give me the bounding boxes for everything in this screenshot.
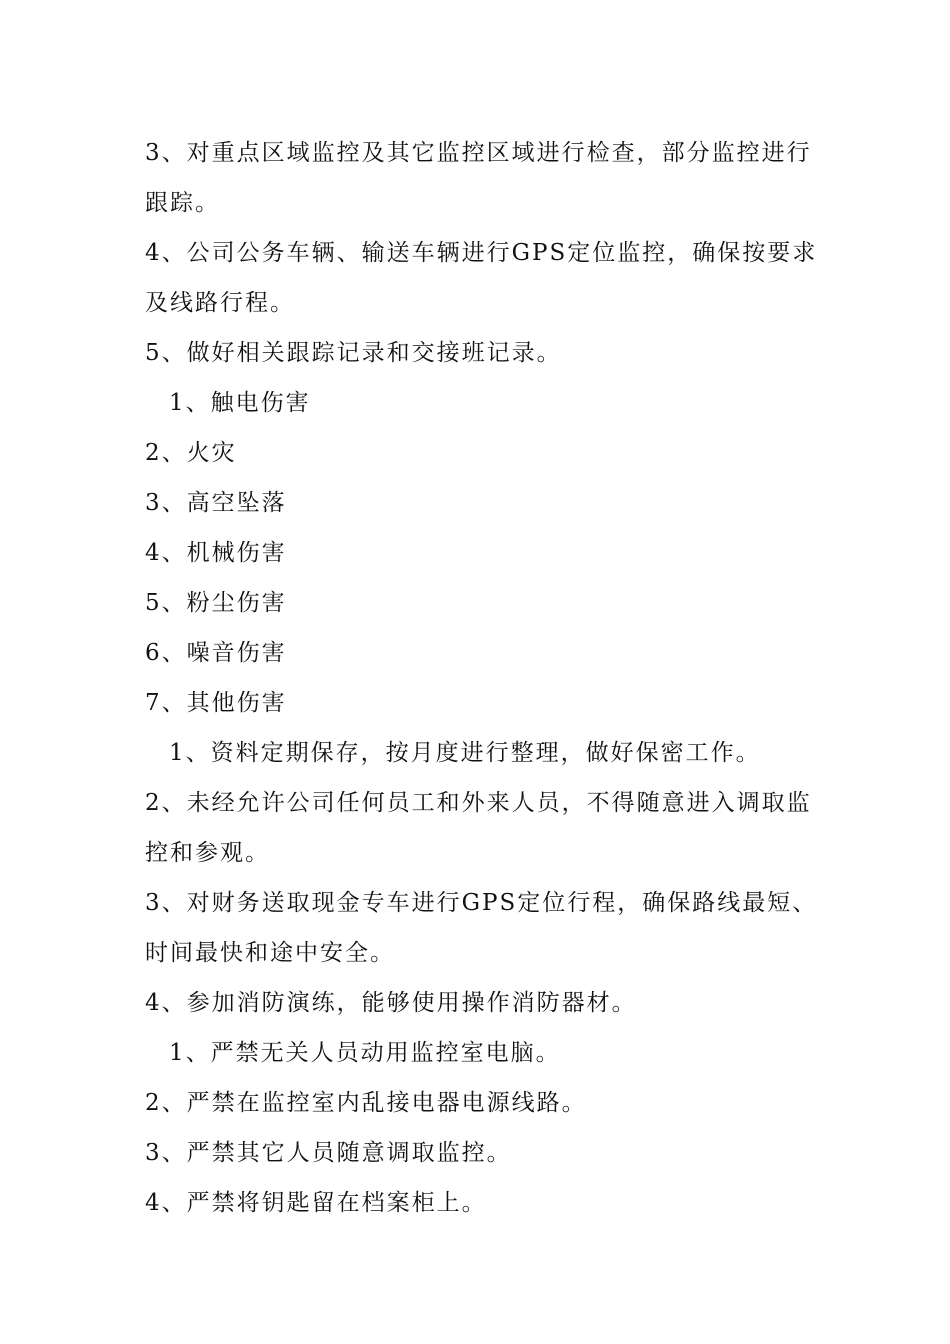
paragraph-data-archiving: 1、资料定期保存，按月度进行整理，做好保密工作。	[169, 740, 761, 766]
hazard-dust: 5、粉尘伤害	[145, 590, 287, 616]
paragraph-access-control: 2、未经允许公司任何员工和外来人员，不得随意进入调取监控和参观。	[145, 790, 812, 866]
rule-footage-access: 3、严禁其它人员随意调取监控。	[145, 1140, 512, 1166]
hazard-other: 7、其他伤害	[145, 690, 287, 716]
hazard-electric-shock: 1、触电伤害	[169, 390, 311, 416]
rule-keys: 4、严禁将钥匙留在档案柜上。	[145, 1190, 487, 1216]
rule-electrical-wiring: 2、严禁在监控室内乱接电器电源线路。	[145, 1090, 587, 1116]
hazard-fall: 3、高空坠落	[145, 490, 287, 516]
hazard-machinery: 4、机械伤害	[145, 540, 287, 566]
paragraph-gps-vehicles: 4、公司公务车辆、输送车辆进行GPS定位监控，确保按要求及线路行程。	[145, 240, 818, 316]
paragraph-fire-drill: 4、参加消防演练，能够使用操作消防器材。	[145, 990, 637, 1016]
paragraph-cash-vehicle-gps: 3、对财务送取现金专车进行GPS定位行程，确保路线最短、时间最快和途中安全。	[145, 890, 818, 966]
hazard-noise: 6、噪音伤害	[145, 640, 287, 666]
paragraph-records: 5、做好相关跟踪记录和交接班记录。	[145, 340, 562, 366]
rule-computer-use: 1、严禁无关人员动用监控室电脑。	[169, 1040, 561, 1066]
paragraph-monitoring-check: 3、对重点区域监控及其它监控区域进行检查，部分监控进行跟踪。	[145, 140, 812, 216]
hazard-fire: 2、火灾	[145, 440, 237, 466]
document-body	[145, 128, 835, 1228]
